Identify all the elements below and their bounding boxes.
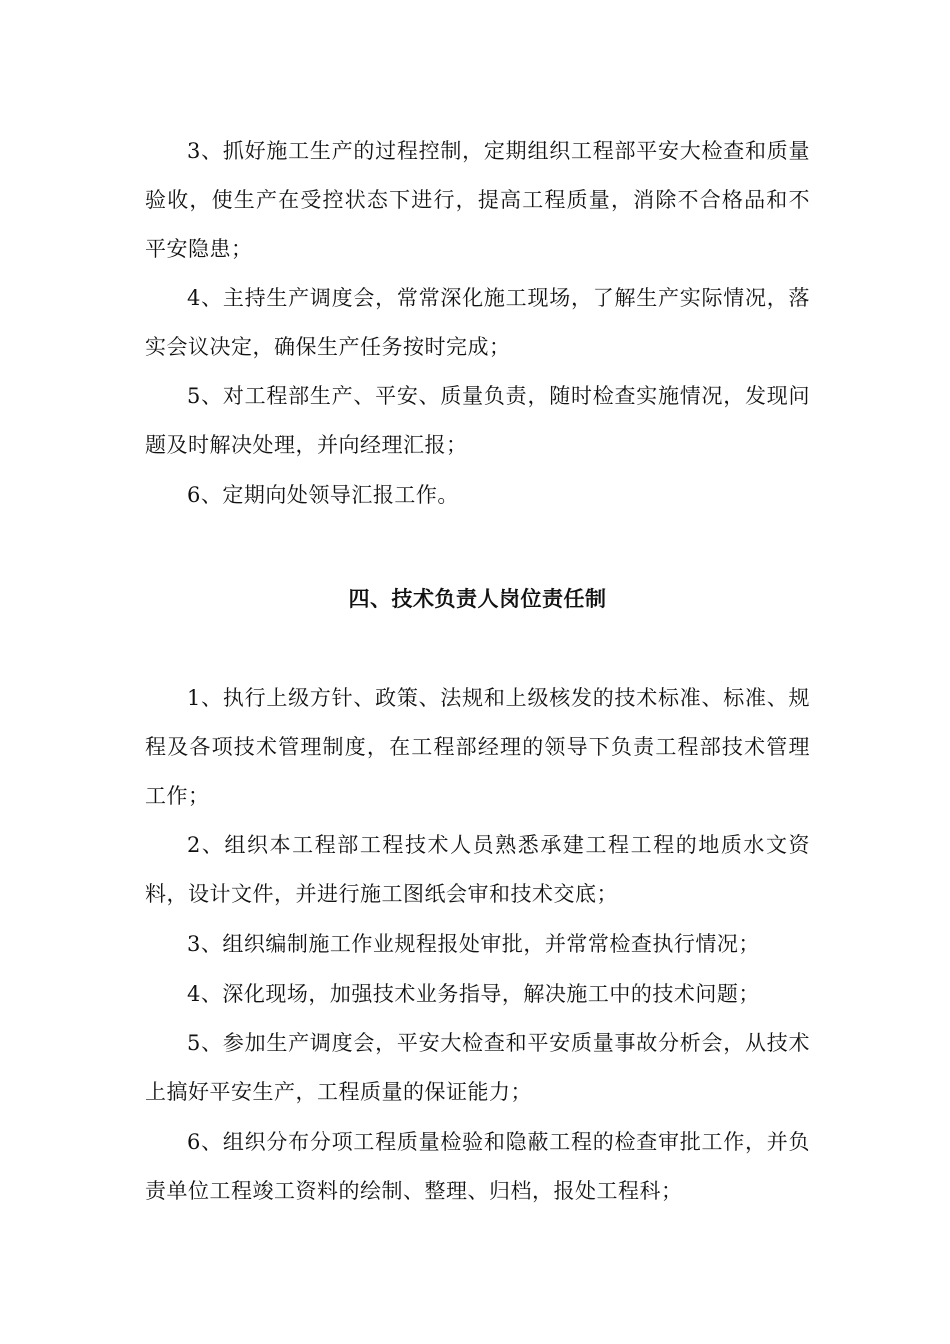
paragraph-tech-item-3: 3、组织编制施工作业规程报处审批，并常常检查执行情况；	[187, 932, 760, 956]
paragraph-item-3: 3、抓好施工生产的过程控制，定期组织工程部平安大检查和质量验收，使生产在受控状态下进行，提高工程质量，消除不合格品和不平安隐患；	[145, 139, 810, 261]
paragraph-item-4: 4、主持生产调度会，常常深化施工现场，了解生产实际情况，落实会议决定，确保生产任务按时完成；	[145, 286, 810, 359]
paragraph-item-5: 5、对工程部生产、平安、质量负责，随时检查实施情况，发现问题及时解决处理，并向经理汇报；	[145, 384, 810, 457]
paragraph-tech-item-5: 5、参加生产调度会，平安大检查和平安质量事故分析会，从技术上搞好平安生产，工程质量的保证能力；	[145, 1031, 810, 1104]
paragraph-tech-item-4: 4、深化现场，加强技术业务指导，解决施工中的技术问题；	[187, 982, 760, 1006]
paragraph-tech-item-2: 2、组织本工程部工程技术人员熟悉承建工程工程的地质水文资料，设计文件，并进行施工图纸会审和技术交底；	[145, 833, 810, 906]
paragraph-tech-item-6: 6、组织分布分项工程质量检验和隐蔽工程的检查审批工作，并负责单位工程竣工资料的绘制、整理、归档，报处工程科；	[145, 1130, 810, 1203]
paragraph-item-6: 6、定期向处领导汇报工作。	[187, 483, 459, 507]
paragraph-tech-item-1: 1、执行上级方针、政策、法规和上级核发的技术标准、标准、规程及各项技术管理制度，在工程部经理的领导下负责工程部技术管理工作；	[145, 686, 810, 808]
section-heading: 四、技术负责人岗位责任制	[348, 586, 607, 611]
